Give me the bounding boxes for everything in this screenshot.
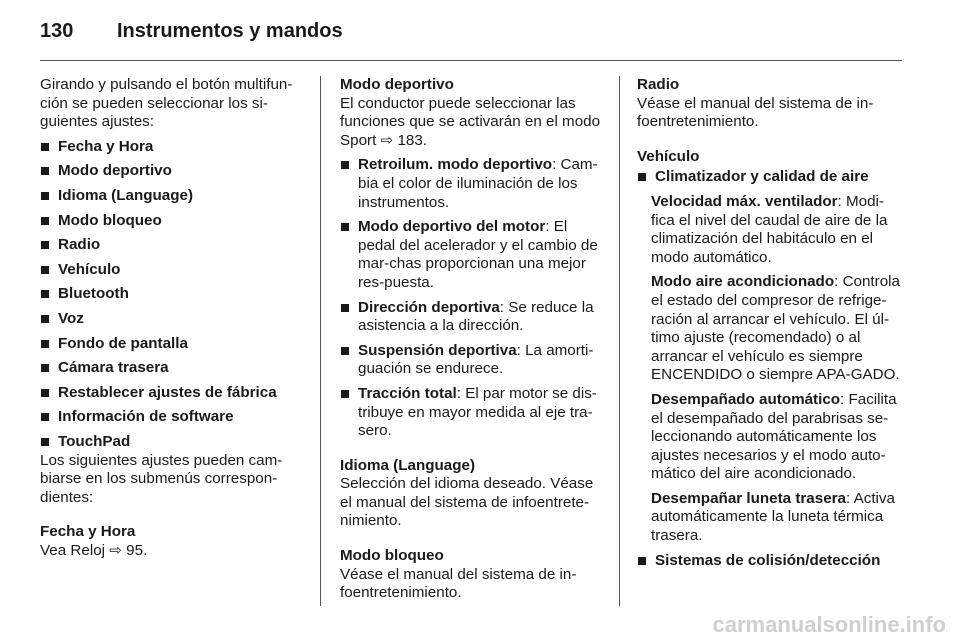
section-heading-vehiculo: Vehículo — [637, 147, 700, 165]
list-item: Idioma (Language) — [40, 187, 312, 206]
list-item: Fecha y Hora — [40, 138, 312, 157]
page-title: Instrumentos y mandos — [117, 20, 343, 42]
list-item: Tracción total: El par motor se dis-tribuye en mayor medida al eje tra-sero. — [340, 385, 606, 441]
modo-deportivo-intro: El conductor puede seleccionar las funciones que se activarán en el modo Sport ⇨ 183. — [340, 94, 601, 149]
column-1 — [40, 76, 312, 560]
sub-item: Desempañado automático: Facilita el desempañado del parabrisas se-leccionando automáticamente los ajustes necesarios y el modo auto-mático del aire acondicionado. — [651, 390, 897, 483]
column-3 — [637, 76, 905, 570]
modo-bloqueo-text: Véase el manual del sistema de in-foentretenimiento. — [340, 565, 577, 602]
list-item: Modo bloqueo — [40, 212, 312, 231]
list-item: Dirección deportiva: Se reduce la asistencia a la dirección. — [340, 299, 606, 336]
idioma-text: Selección del idioma deseado. Véase el manual del sistema de infoentrete-nimiento. — [340, 475, 594, 530]
list-item-climatizador: Climatizador y calidad de aire — [637, 168, 905, 187]
list-item-sistemas-colision: Sistemas de colisión/detección — [637, 552, 905, 571]
header-rule — [40, 60, 902, 61]
list-item: Suspensión deportiva: La amorti-guación se endurece. — [340, 342, 606, 379]
sub-item: Velocidad máx. ventilador: Modi-fica el nivel del caudal de aire de la climatización del habitáculo en el modo automático. — [651, 192, 888, 266]
radio-text: Véase el manual del sistema de in-foentretenimiento. — [637, 94, 874, 131]
section-heading-modo-deportivo: Modo deportivo — [340, 76, 454, 93]
intro-text: Girando y pulsando el botón multifun-ción se pueden seleccionar los si-guientes ajustes: — [40, 76, 293, 131]
section-heading-radio: Radio — [637, 76, 680, 93]
list-item: Restablecer ajustes de fábrica — [40, 384, 312, 403]
list-item: TouchPad — [40, 433, 312, 452]
column-divider-1 — [320, 76, 321, 606]
page-header — [0, 0, 960, 60]
column-divider-2 — [619, 76, 620, 606]
column-2 — [340, 76, 606, 603]
watermark: carmanualsonline.info — [712, 612, 946, 637]
sub-item: Desempañar luneta trasera: Activa automáticamente la luneta térmica trasera. — [651, 489, 895, 545]
list-item: Cámara trasera — [40, 359, 312, 378]
section-heading-fecha: Fecha y Hora — [40, 523, 136, 541]
fecha-text: Vea Reloj ⇨ 95. — [40, 541, 148, 559]
outro-text: Los siguientes ajustes pueden cam-biarse en los submenús correspon-dientes: — [40, 451, 283, 506]
settings-list — [40, 138, 312, 452]
list-item: Modo deportivo del motor: El pedal del acelerador y el cambio de mar-chas proporcionan una mejor res-puesta. — [340, 218, 606, 292]
section-heading-modo-bloqueo: Modo bloqueo — [340, 547, 444, 565]
list-item: Fondo de pantalla — [40, 335, 312, 354]
list-item: Radio — [40, 236, 312, 255]
list-item: Bluetooth — [40, 285, 312, 304]
list-item: Voz — [40, 310, 312, 329]
list-item: Información de software — [40, 408, 312, 427]
page-number: 130 — [40, 20, 74, 42]
list-item: Modo deportivo — [40, 162, 312, 181]
list-item: Retroilum. modo deportivo: Cam-bia el color de iluminación de los instrumentos. — [340, 156, 606, 212]
list-item: Vehículo — [40, 261, 312, 280]
section-heading-idioma: Idioma (Language) — [340, 456, 476, 474]
sub-item: Modo aire acondicionado: Controla el estado del compresor de refrige-ración al arrancar el vehículo. El úl-timo ajuste (recomendado) o al arrancar el vehículo es siempre ENCENDIDO o siempre APA-GADO. — [651, 273, 900, 384]
